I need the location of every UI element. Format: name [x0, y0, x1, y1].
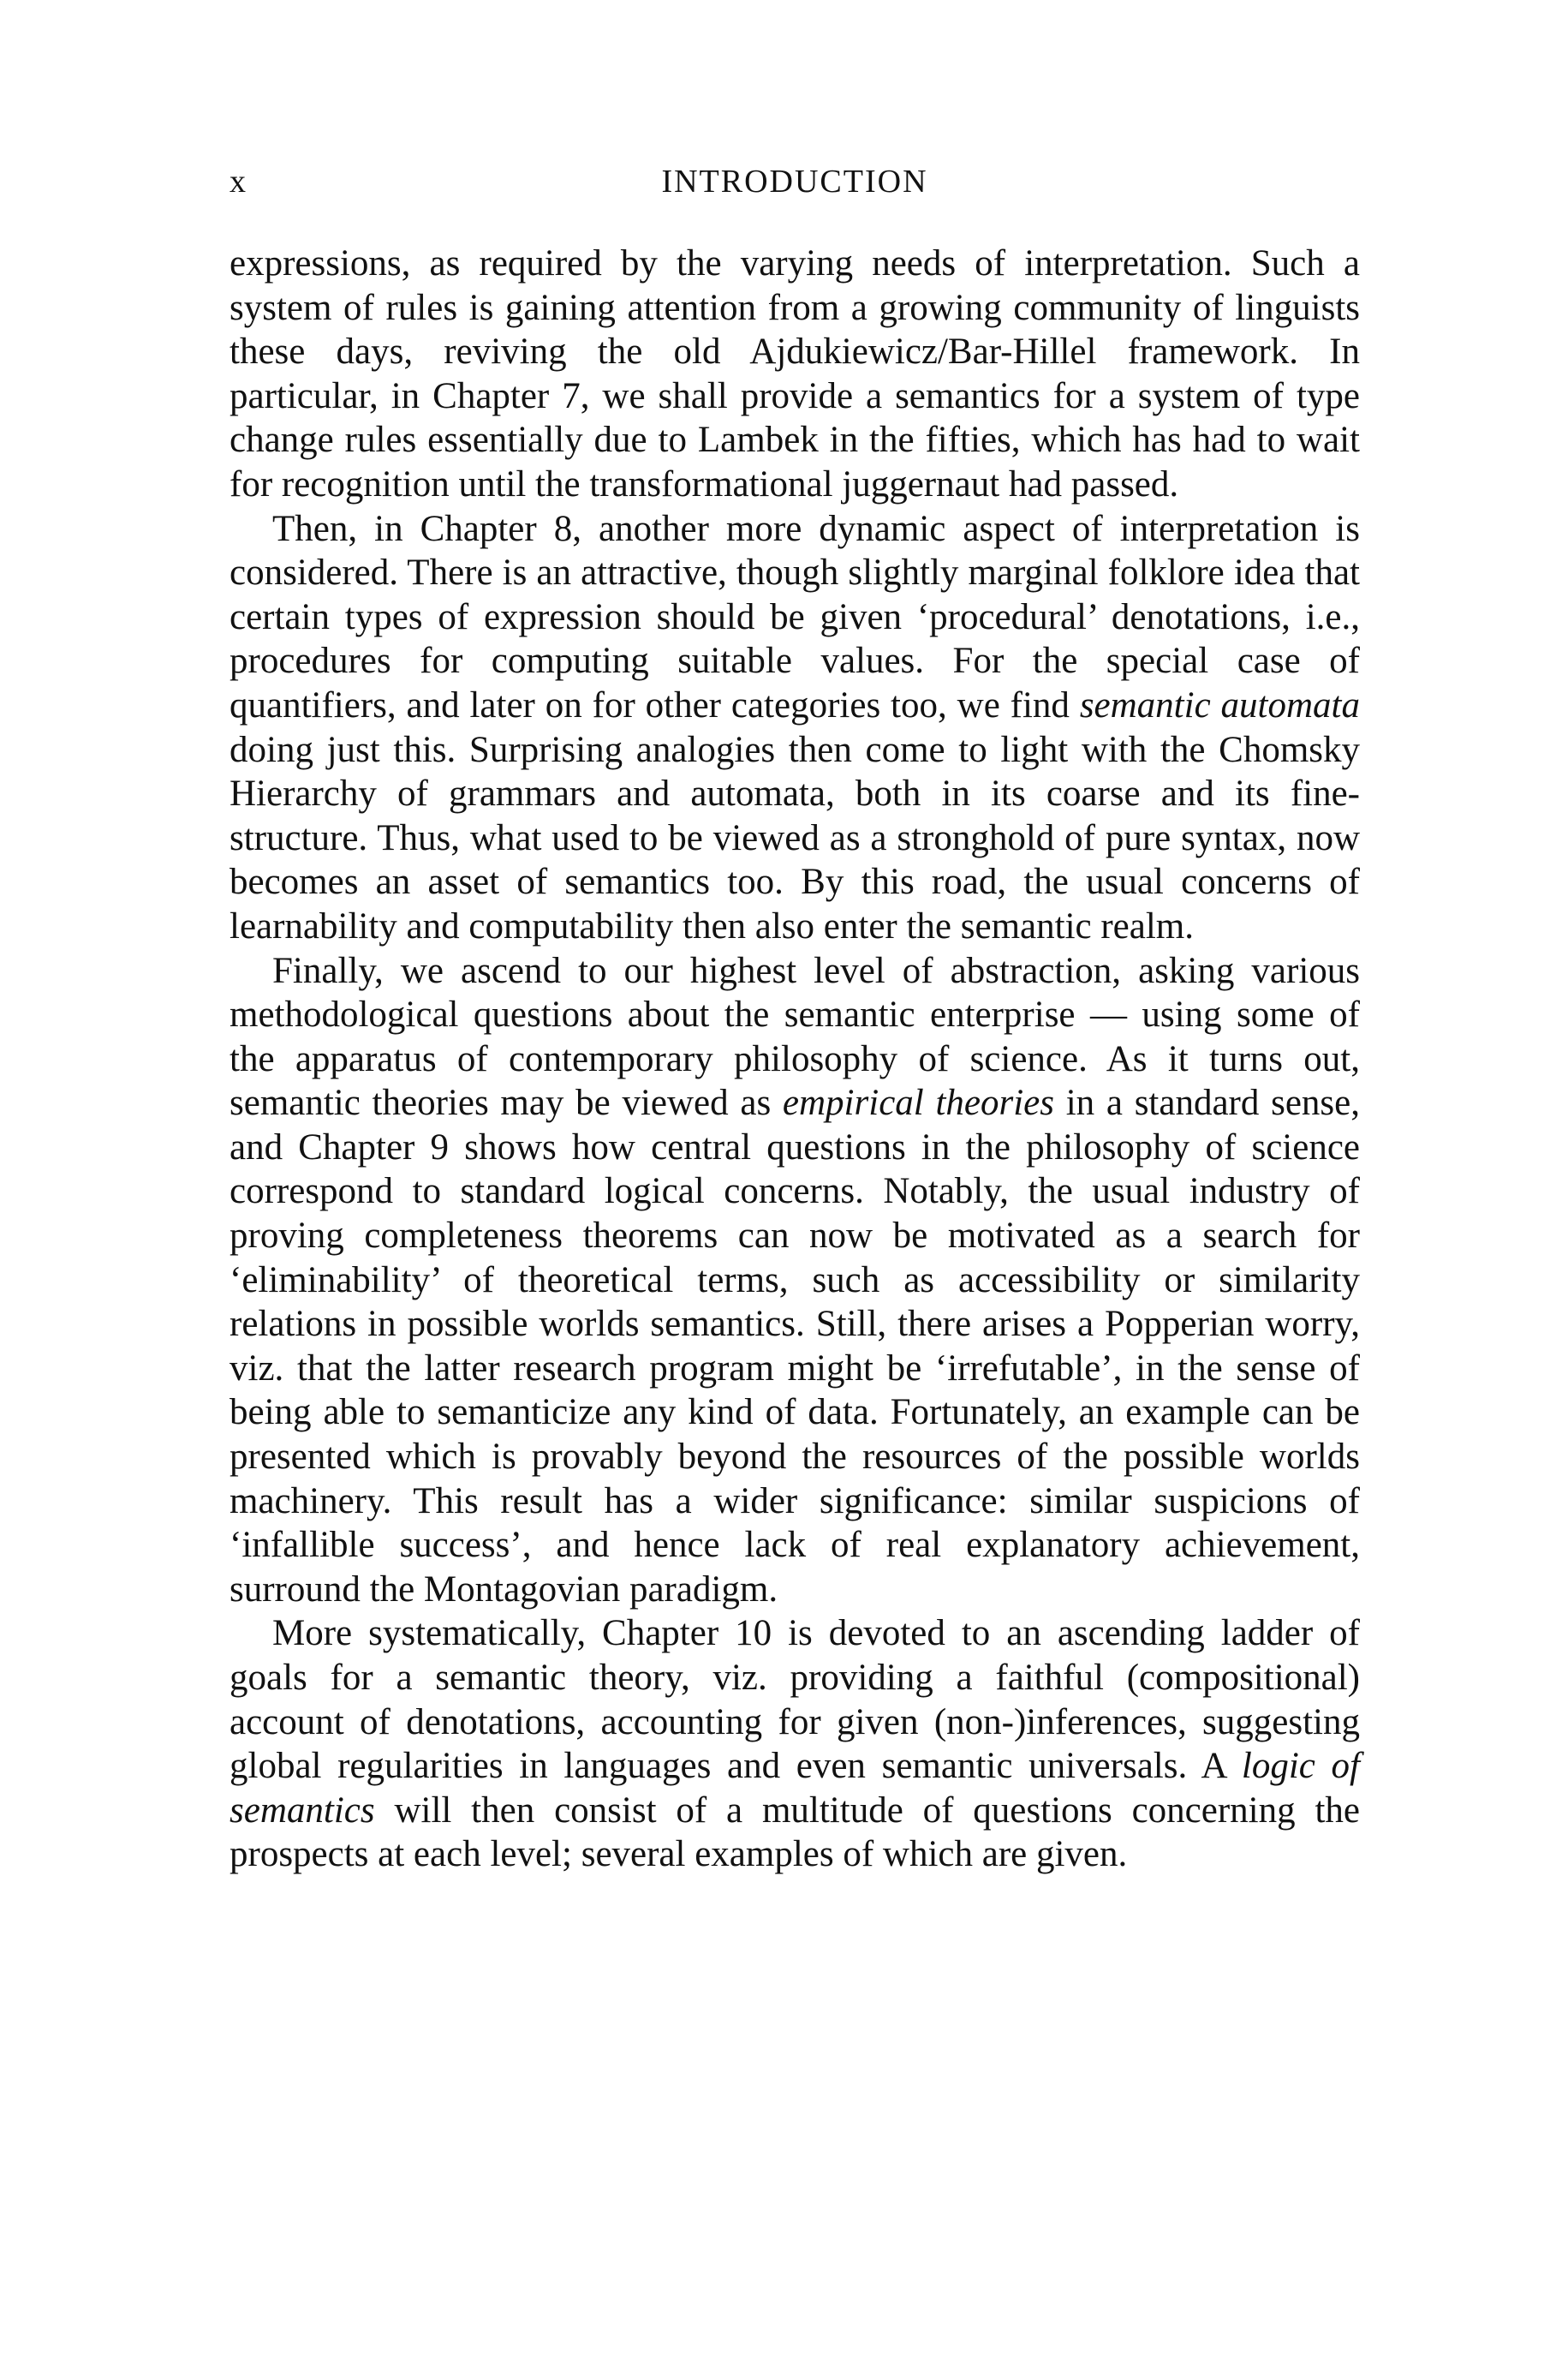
italic-term-empirical-theories: empirical theories — [782, 1083, 1054, 1124]
paragraph-text: More systematically, Chapter 10 is devoted to an ascending ladder of goals for a semantic theory, viz. providing a faithful (compositional) account of denotations, accounting for given (non-)inferences, suggesting global regularities in languages and even semantic universals. A — [230, 1613, 1360, 1787]
page-number: x — [230, 164, 247, 200]
paragraph-3 — [230, 949, 1360, 1612]
paragraph-text: will then consist of a multitude of questions concerning the prospects at each level; several examples of which are given. — [230, 1789, 1360, 1875]
italic-term-logic-of-semantics: logic of semantics — [230, 1746, 1360, 1831]
paragraph-text: doing just this. Surprising analogies then come to light with the Chomsky Hierarchy of grammars and automata, both in its coarse and its fine-structure. Thus, what used to be viewed as a stronghold of pure syntax, now becomes an asset of semantics too. By this road, the usual concerns of learnability and computability then also enter the semantic realm. — [230, 729, 1360, 947]
running-head — [230, 163, 1360, 207]
running-title: INTRODUCTION — [661, 164, 928, 200]
book-page — [230, 163, 1360, 1877]
paragraph-4 — [230, 1611, 1360, 1877]
italic-term-semantic-automata: semantic automata — [1079, 684, 1360, 726]
paragraph-2 — [230, 507, 1360, 949]
paragraph-text: Finally, we ascend to our highest level of abstraction, asking various methodological questions about the semantic enterprise — using some of the apparatus of contemporary philosophy of science. As it turns out, semantic theories may be viewed as — [230, 950, 1360, 1124]
paragraph-text: expressions, as required by the varying needs of interpretation. Such a system of rules is gaining attention from a growing community of linguists these days, reviving the old Ajdukiewicz/Bar-Hillel framework. In particular, in Chapter 7, we shall provide a semantics for a system of type change rules essentially due to Lambek in the fifties, which has had to wait for recognition until the transformational juggernaut had passed. — [230, 243, 1360, 505]
paragraph-text: in a standard sense, and Chapter 9 shows how central questions in the philosophy of science correspond to standard logical concerns. Notably, the usual industry of proving completeness theorems can now be motivated as a search for ‘eliminability’ of theoretical terms, such as accessibility or similarity relations in possible worlds semantics. Still, there arises a Popperian worry, viz. that the latter research program might be ‘irrefutable’, in the sense of being able to semanticize any kind of data. Fortunately, an example can be presented which is provably beyond the resources of the possible worlds machinery. This result has a wider significance: similar suspicions of ‘infallible success’, and hence lack of real explanatory achievement, surround the Montagovian paradigm. — [230, 1083, 1360, 1610]
paragraph-1 — [230, 242, 1360, 507]
paragraph-text: Then, in Chapter 8, another more dynamic aspect of interpretation is considered. There is an attractive, though slightly marginal folklore idea that certain types of expression should be given ‘procedural’ denotations, i.e., procedures for computing suitable values. For the special case of quantifiers, and later on for other categories too, we find — [230, 508, 1360, 726]
